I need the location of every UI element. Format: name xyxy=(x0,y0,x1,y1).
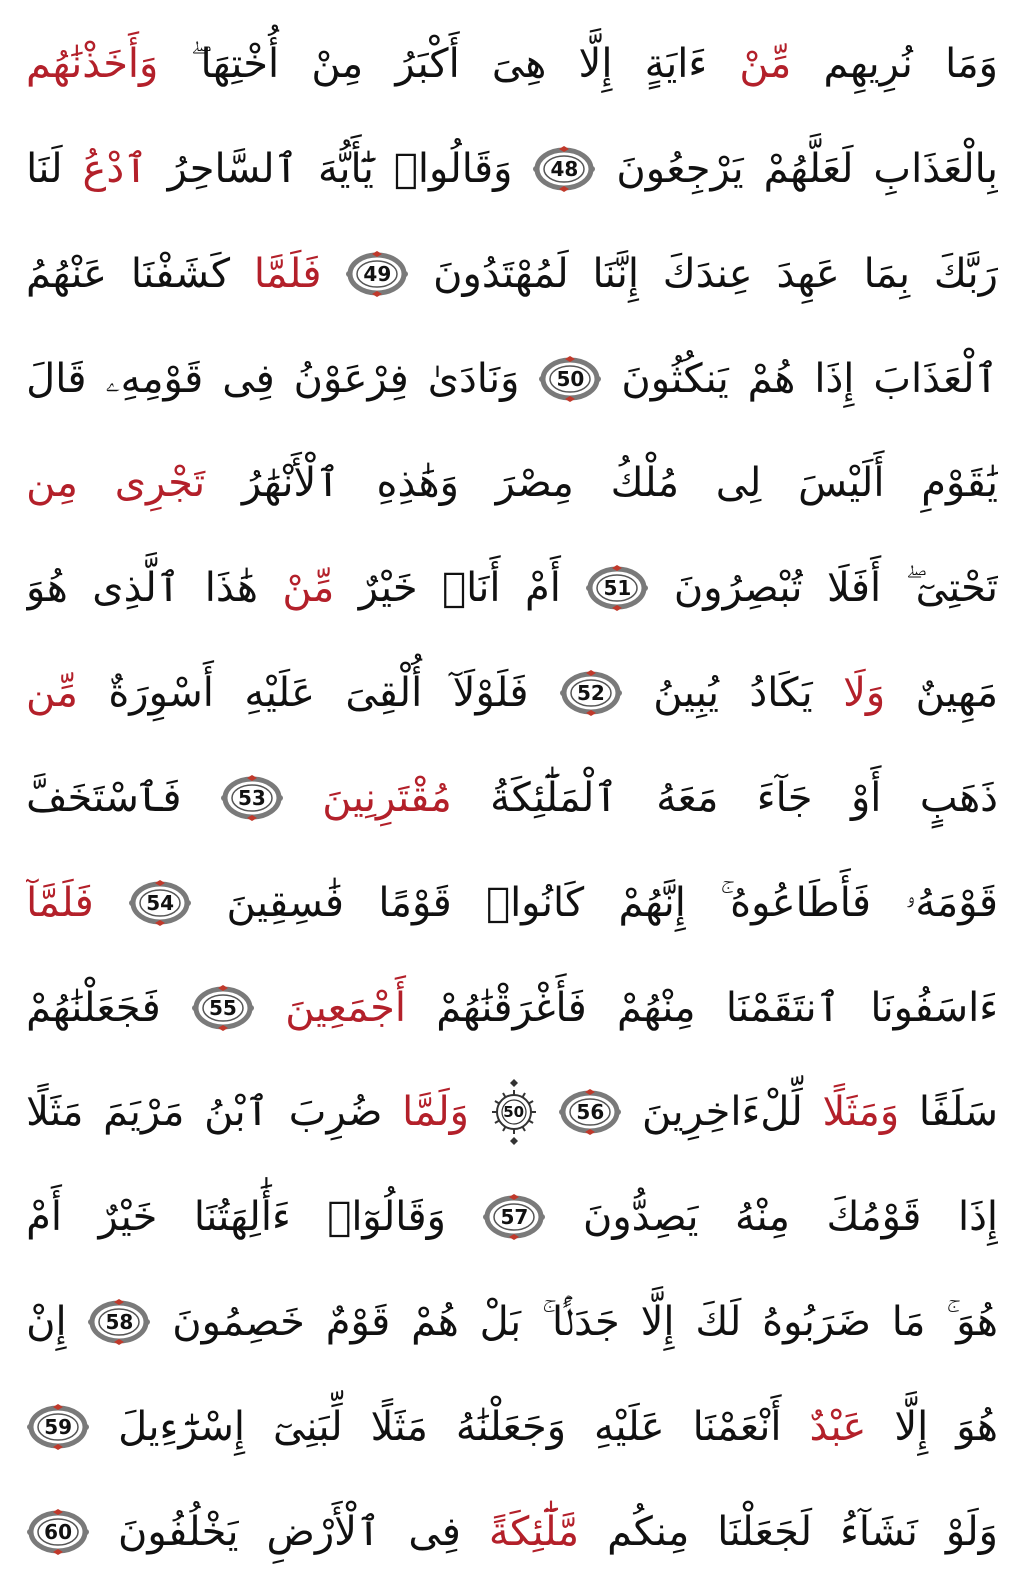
quran-word: يَكَادُ xyxy=(749,670,813,717)
quran-word: عَهِدَ xyxy=(776,250,840,297)
ayah-number: 57 xyxy=(500,1205,529,1230)
ayah-number: 51 xyxy=(603,576,632,601)
quran-word: لَكَ xyxy=(695,1299,742,1346)
quran-word: فَلَوْلَآ xyxy=(452,670,529,717)
quran-word: عَلَيْهِ xyxy=(593,1403,665,1450)
quran-word: لِّبَنِىٓ xyxy=(272,1403,343,1450)
ayah-number: 60 xyxy=(44,1519,72,1544)
ayah-number-marker xyxy=(345,251,409,297)
quran-word: هَٰذَا xyxy=(204,565,258,612)
quran-word: فَأَطَاعُوهُ ۚ xyxy=(720,879,872,926)
text-line xyxy=(26,651,998,735)
quran-word: مِنْهُمْ xyxy=(617,984,696,1031)
quran-word: يَٰٓأَيُّهَ xyxy=(317,145,374,192)
ayah-number-marker xyxy=(220,775,284,821)
ayah-number-marker xyxy=(128,880,192,926)
ayah-number-marker xyxy=(191,985,255,1031)
ayah-number: 53 xyxy=(237,785,266,810)
quran-word: رَبَّكَ xyxy=(933,250,998,297)
quran-word: أَوْ xyxy=(850,774,882,821)
quran-word: أَلَيْسَ xyxy=(798,460,885,507)
ayah-number: 55 xyxy=(209,995,237,1020)
quran-word: وَلَمَّا xyxy=(402,1089,469,1136)
quran-word: ٱلْمَلَٰٓئِكَةُ xyxy=(490,774,618,821)
quran-word: عَبْدٌ xyxy=(809,1403,867,1450)
quran-word: أَجْمَعِينَ xyxy=(285,984,406,1031)
ayah-number: 48 xyxy=(550,156,579,181)
quran-word: نَشَآءُ xyxy=(840,1508,918,1555)
quran-word: مِّن xyxy=(26,670,78,717)
quran-word: لِى xyxy=(715,460,762,507)
quran-word: قَالَ xyxy=(26,355,87,402)
quran-word: تَجْرِى xyxy=(114,460,206,507)
quran-word: أَنَا۠ xyxy=(442,565,501,612)
quran-word: يَخْلُفُونَ xyxy=(118,1508,239,1555)
quran-word: فَأَغْرَقْنَٰهُمْ xyxy=(436,984,587,1031)
quran-word: مِّنْ xyxy=(739,41,792,87)
quran-word: أَمْ xyxy=(26,1194,62,1241)
ayah-number-marker xyxy=(532,146,596,192)
quran-word: قَوْمَهُۥ xyxy=(905,879,998,926)
ayah-number: 59 xyxy=(44,1414,73,1439)
quran-word: مَرْيَمَ xyxy=(103,1089,185,1136)
quran-word: قَوْمُكَ xyxy=(826,1194,922,1241)
quran-word: وَأَخَذْنَٰهُم xyxy=(26,41,159,87)
ayah-number: 54 xyxy=(146,890,175,915)
quran-word: خَيْرٌ xyxy=(98,1194,158,1241)
quran-word: فَلَمَّآ xyxy=(26,879,94,926)
ayah-number: 56 xyxy=(576,1100,605,1125)
quran-word: ءَأَٰلِهَتُنَا xyxy=(193,1194,291,1241)
hizb-marker xyxy=(489,1079,539,1145)
quran-word: جَدَلًۢا ۚ xyxy=(541,1299,620,1346)
quran-word: هِىَ xyxy=(491,41,547,87)
text-line xyxy=(26,546,998,630)
quran-word: وَلَا xyxy=(843,670,886,717)
quran-word: ءَايَةٍ xyxy=(644,41,708,87)
quran-word: جَآءَ xyxy=(756,774,813,821)
quran-word: فِى xyxy=(408,1508,461,1555)
quran-word: ٱلسَّاحِرُ xyxy=(167,145,298,192)
quran-word: إِلَّا xyxy=(640,1299,675,1346)
quran-word: عِندَكَ xyxy=(662,250,753,297)
quran-word: يُبِينُ xyxy=(653,670,720,717)
quran-word: بِمَا xyxy=(863,250,911,297)
quran-word: أُخْتِهَا ۖ xyxy=(190,41,280,87)
quran-word: هُوَ xyxy=(956,1403,998,1450)
ayah-number-marker xyxy=(87,1299,151,1345)
quran-word: يَٰقَوْمِ xyxy=(921,460,998,507)
ayah-number: 49 xyxy=(363,261,392,286)
quran-word: أَكْبَرُ xyxy=(395,41,460,87)
text-line xyxy=(26,232,998,316)
quran-word: مَعَهُ xyxy=(656,774,719,821)
quran-word: تُبْصِرُونَ xyxy=(673,565,803,612)
quran-word: بَلْ xyxy=(479,1299,522,1346)
quran-word: لَجَعَلْنَا xyxy=(717,1508,813,1555)
quran-word: لَمُهْتَدُونَ xyxy=(433,250,569,297)
quran-word: ٱنتَقَمْنَا xyxy=(725,984,841,1031)
quran-word: فَجَعَلْنَٰهُمْ xyxy=(26,984,161,1031)
quran-word: عَلَيْهِ xyxy=(244,670,315,717)
quran-word: وَنَادَىٰ xyxy=(427,355,520,402)
quran-word: مَثَلًا xyxy=(370,1403,428,1450)
quran-word: مَّلَٰٓئِكَةً xyxy=(488,1508,580,1555)
quran-word: إِذَا xyxy=(814,355,855,402)
quran-word: ٱلْأَنْهَٰرُ xyxy=(241,460,340,507)
quran-word: إِنْ xyxy=(26,1299,67,1346)
quran-word: أَمْ xyxy=(525,565,561,612)
hizb-number: 50 xyxy=(503,1103,525,1122)
quran-word: هُوَ xyxy=(26,565,68,612)
quran-word: وَجَعَلْنَٰهُ xyxy=(455,1403,567,1450)
ayah-number: 52 xyxy=(576,681,605,706)
quran-word: ضُرِبَ xyxy=(288,1089,383,1136)
ayah-number-marker xyxy=(558,1089,622,1135)
ayah-number: 58 xyxy=(105,1310,134,1335)
quran-word: ٱدْعُ xyxy=(82,145,148,192)
quran-word: أَفَلَا xyxy=(827,565,882,612)
quran-word: خَيْرٌ xyxy=(358,565,418,612)
quran-word: فَٰسِقِينَ xyxy=(226,879,344,926)
text-line xyxy=(26,441,998,525)
text-line xyxy=(26,1175,998,1259)
quran-word: هُمْ xyxy=(747,355,796,402)
quran-word: ذَهَبٍ xyxy=(919,774,998,821)
text-line xyxy=(26,1280,998,1364)
quran-word: مُقْتَرِنِينَ xyxy=(322,774,452,821)
quran-word: كَانُوا۟ xyxy=(486,879,585,926)
quran-word: تَحْتِىٓ ۖ xyxy=(905,565,998,612)
quran-word: مُلْكُ xyxy=(610,460,679,507)
ayah-number-marker xyxy=(482,1194,546,1240)
quran-word: يَرْجِعُونَ xyxy=(616,145,744,192)
quran-word: مَثَلًا xyxy=(26,1089,84,1136)
text-line xyxy=(26,22,998,106)
text-line xyxy=(26,1490,998,1574)
quran-word: خَصِمُونَ xyxy=(172,1299,305,1346)
quran-word: هُوَ ۚ xyxy=(946,1299,998,1346)
quran-word: إِذَا xyxy=(957,1194,998,1241)
ayah-number-marker xyxy=(26,1509,90,1555)
quran-word: قَوْمًا xyxy=(378,879,452,926)
quran-word: وَمَا xyxy=(945,41,998,87)
text-line xyxy=(26,337,998,421)
ayah-number-marker xyxy=(26,1404,90,1450)
quran-word: كَشَفْنَا xyxy=(130,250,231,297)
text-line xyxy=(26,1385,998,1469)
quran-word: وَهَٰذِهِ xyxy=(376,460,459,507)
quran-word: ضَرَبُوهُ xyxy=(762,1299,871,1346)
quran-word: عَنْهُمُ xyxy=(26,250,108,297)
quran-word: مِّنْ xyxy=(282,565,335,612)
quran-word: يَصِدُّونَ xyxy=(582,1194,699,1241)
quran-word: لَعَلَّهُمْ xyxy=(763,145,854,192)
quran-word: ٱلَّذِى xyxy=(92,565,181,612)
quran-word: بِالْعَذَابِ xyxy=(873,145,998,192)
quran-word: فِى xyxy=(222,355,275,402)
quran-word: لَنَا xyxy=(26,145,63,192)
quran-word: سَلَفًا xyxy=(918,1089,998,1136)
quran-word: إِسْرَٰٓءِيلَ xyxy=(118,1403,246,1450)
quran-word: مِنكُم xyxy=(607,1508,690,1555)
quran-word: مِنْ xyxy=(311,41,364,87)
text-line xyxy=(26,127,998,211)
quran-word: إِلَّا xyxy=(578,41,613,87)
ayah-number: 50 xyxy=(556,366,585,391)
quran-word: وَقَالُوٓا۟ xyxy=(327,1194,446,1241)
quran-word: وَقَالُوا۟ xyxy=(393,145,513,192)
quran-word: وَمَثَلًا xyxy=(822,1089,900,1136)
text-line xyxy=(26,861,998,945)
quran-word: فَٱسْتَخَفَّ xyxy=(26,774,182,821)
quran-word: وَلَوْ xyxy=(945,1508,998,1555)
quran-word: إِنَّنَا xyxy=(592,250,639,297)
quran-word: يَنكُثُونَ xyxy=(621,355,729,402)
quran-word: مَا xyxy=(891,1299,926,1346)
quran-word: فِرْعَوْنُ xyxy=(293,355,409,402)
quran-word: فَلَمَّا xyxy=(253,250,322,297)
ayah-number-marker xyxy=(538,356,602,402)
ayah-number-marker xyxy=(559,670,623,716)
text-line xyxy=(26,1070,998,1154)
quran-word: مِنْهُ xyxy=(735,1194,790,1241)
quran-word: مِصْرَ xyxy=(495,460,574,507)
quran-word: هُمْ xyxy=(411,1299,459,1346)
quran-word: أَنْعَمْنَا xyxy=(692,1403,782,1450)
quran-word: إِنَّهُمْ xyxy=(618,879,686,926)
quran-word: قَوْمٌ xyxy=(325,1299,391,1346)
quran-word: نُرِيهِم xyxy=(823,41,913,87)
quran-word: ٱبْنُ xyxy=(204,1089,270,1136)
quran-word: ٱلْأَرْضِ xyxy=(266,1508,381,1555)
quran-word: ءَاسَفُونَا xyxy=(870,984,998,1031)
quran-word: ٱلْعَذَابَ xyxy=(873,355,998,402)
quran-word: أُلْقِىَ xyxy=(345,670,423,717)
ayah-number-marker xyxy=(585,565,649,611)
text-line xyxy=(26,966,998,1050)
quran-word: مِن xyxy=(26,460,78,507)
quran-word: إِلَّا xyxy=(894,1403,929,1450)
quran-word: لِّلْءَاخِرِينَ xyxy=(642,1089,803,1136)
quran-word: قَوْمِهِۦ xyxy=(105,355,204,402)
text-line xyxy=(26,756,998,840)
quran-word: مَهِينٌ xyxy=(915,670,998,717)
quran-word: أَسْوِرَةٌ xyxy=(108,670,214,717)
